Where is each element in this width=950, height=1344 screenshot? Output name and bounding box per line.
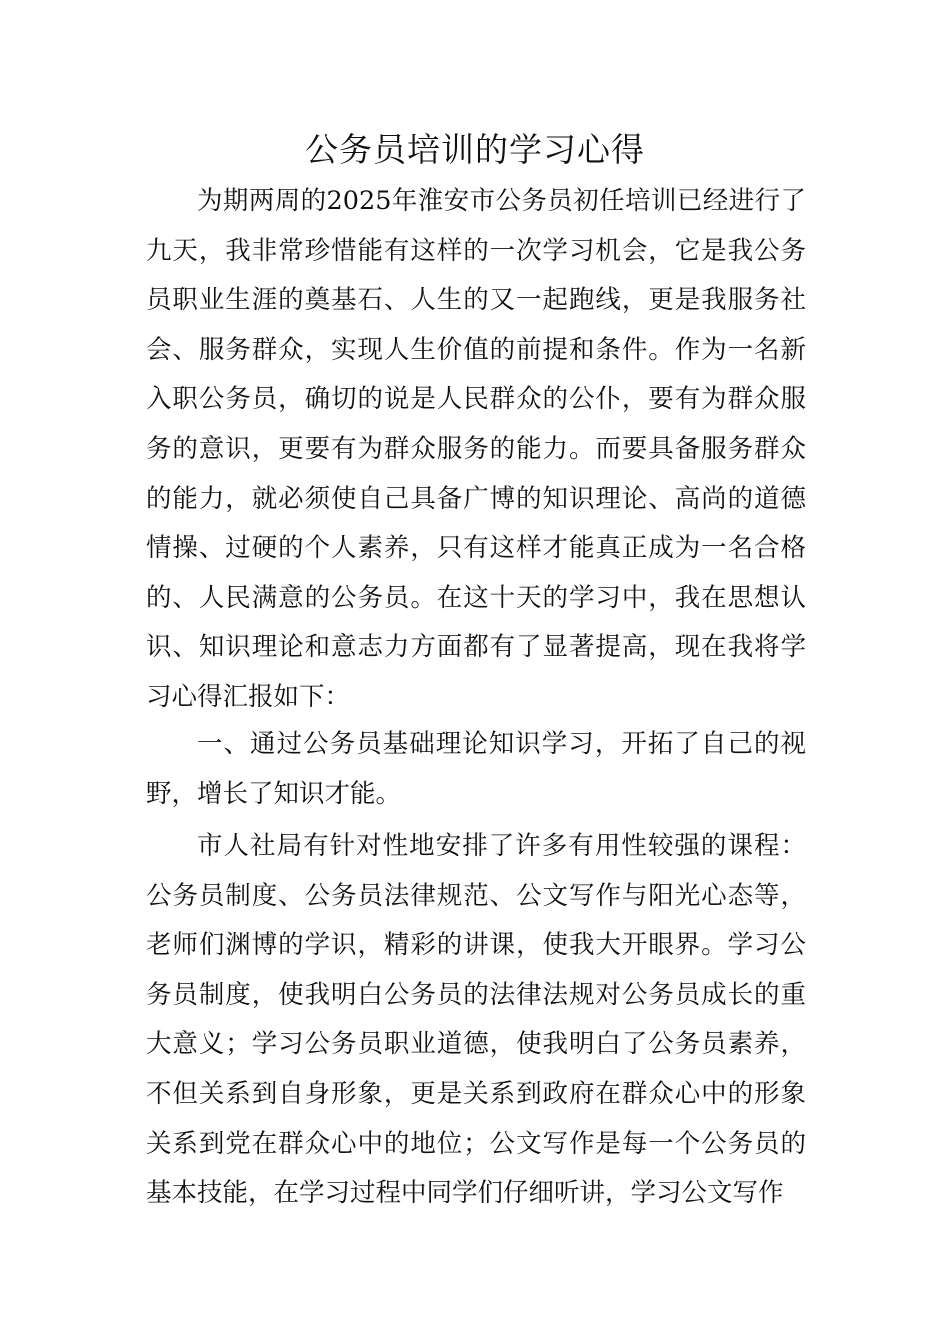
paragraph-section-heading bbox=[146, 720, 806, 819]
paragraph-text: 一、通过公务员基础理论知识学习，开拓了自己的视野，增长了知识才能。 bbox=[146, 729, 806, 809]
paragraph-text: 为期两周的2025年淮安市公务员初任培训已经进行了九天，我非常珍惜能有这样的一次学习机会，它是我公务员职业生涯的奠基石、人生的又一起跑线，更是我服务社会、服务群众，实现人生价值的前提和条件。作为一名新入职公务员，确切的说是人民群众的公仆，要有为群众服务的意识，更要有为群众服务的能力。而要具备服务群众的能力，就必须使自己具备广博的知识理论、高尚的道德情操、过硬的个人素养，只有这样才能真正成为一名合格的、人民满意的公务员。在这十天的学习中，我在思想认识、知识理论和意志力方面都有了显著提高，现在我将学习心得汇报如下： bbox=[146, 186, 806, 712]
paragraph-body bbox=[146, 822, 806, 1219]
paragraph-intro bbox=[146, 177, 806, 723]
paragraph-text: 市人社局有针对性地安排了许多有用性较强的课程：公务员制度、公务员法律规范、公文写作与阳光心态等，老师们渊博的学识，精彩的讲课，使我大开眼界。学习公务员制度，使我明白公务员的法律法规对公务员成长的重大意义；学习公务员职业道德，使我明白了公务员素养，不但关系到自身形象，更是关系到政府在群众心中的形象关系到党在群众心中的地位；公文写作是每一个公务员的基本技能，在学习过程中同学们仔细听讲，学习公文写作 bbox=[146, 831, 806, 1209]
document-title: 公务员培训的学习心得 bbox=[305, 130, 645, 169]
